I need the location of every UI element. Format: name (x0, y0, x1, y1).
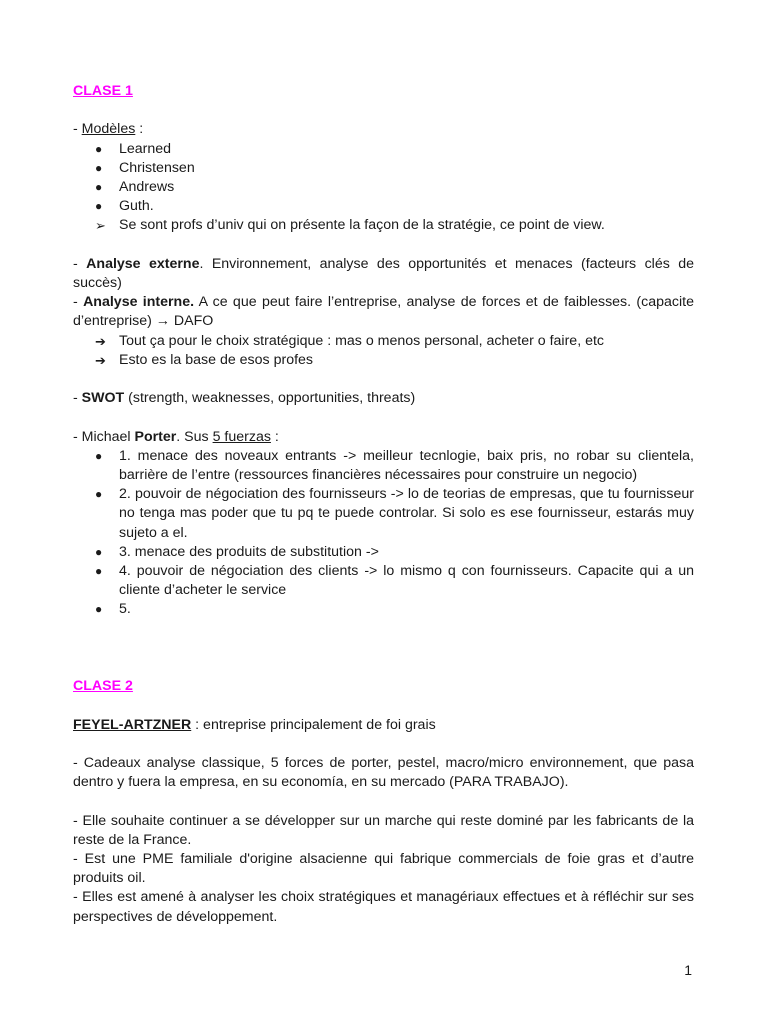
arrow-right-icon: ➔ (95, 352, 106, 368)
porter-line: - Michael Porter. Sus 5 fuerzas : (73, 428, 279, 445)
list-item: ● 2. pouvoir de négociation des fournisseurs -> lo de teorias de empresas, que tu fournisseur no tenga mas poder que tu pq te puede controlar. Si solo es ese fournisseur, estarás muy sujeto a el. (95, 486, 694, 541)
paragraph: - Elles est amené à analyser les choix stratégiques et managériaux effectues et à réfléchir sur ses perspectives de développement. (73, 889, 694, 925)
page-number: 1 (684, 962, 692, 978)
list-item: ● Christensen (73, 159, 694, 178)
list-item: ● 4. pouvoir de négociation des clients -> lo mismo q con fournisseurs. Capacite qui a un cliente d’acheter le service (95, 563, 694, 599)
company-name: FEYEL-ARTZNER (73, 716, 192, 733)
bullet-icon: ● (95, 487, 103, 502)
list-item: ● 1. menace des noveaux entrants -> meilleur tecnlogie, baix pris, no robar su clientela, barrière de l’entre (ressources financières nécessaires pour construire un negocio) (95, 447, 694, 483)
models-line: - Modèles : (73, 121, 144, 138)
heading-clase-1: CLASE 1 (73, 83, 133, 99)
swot-line: - SWOT (strength, weaknesses, opportunities, threats) (73, 390, 416, 407)
list-item: ● Guth. (73, 197, 694, 216)
fuerzas-list (73, 447, 694, 620)
cadeaux-paragraph: - Cadeaux analyse classique, 5 forces de porter, pestel, macro/micro environnement, que pasa dentro y fuera la empresa, en su economía, en su mercado (PARA TRABAJO). (73, 754, 694, 791)
feyel-line: FEYEL-ARTZNER : entreprise principalement de foi grais (73, 716, 436, 733)
models-list (73, 140, 694, 236)
bullet-icon: ● (95, 141, 103, 156)
document-body (73, 82, 694, 927)
list-item: ● Andrews (73, 178, 694, 197)
list-item: ● 5. (73, 600, 694, 619)
list-item: ● Learned (73, 140, 694, 159)
bullet-icon: ● (95, 564, 103, 579)
list-item: ➔ Esto es la base de esos profes (73, 351, 694, 370)
bullet-icon: ● (95, 160, 103, 175)
list-item: ● 3. menace des produits de substitution -> (73, 543, 694, 562)
bullet-icon: ● (95, 602, 103, 617)
bullet-icon: ● (95, 199, 103, 214)
analyse-interne-paragraph: - Analyse interne. A ce que peut faire l’entreprise, analyse de forces et de faiblesses. (capacite d’entreprise) → DAFO (73, 294, 694, 330)
paragraph: - Elle souhaite continuer a se développer sur un marche qui reste dominé par les fabricants de la reste de la France. (73, 812, 694, 848)
analyse-externe-paragraph: - Analyse externe. Environnement, analyse des opportunités et menaces (facteurs clés de succès) (73, 255, 695, 291)
models-label: Modèles (81, 121, 136, 138)
list-item: ➢ Se sont profs d’univ qui on présente la façon de la stratégie, ce point de view. (73, 216, 694, 235)
heading-clase-2: CLASE 2 (73, 678, 133, 695)
bullet-icon: ● (95, 544, 103, 559)
arrow-right-icon: ➔ (95, 333, 106, 349)
arrow-list (73, 332, 694, 370)
bullet-icon: ● (95, 180, 103, 194)
bullet-icon: ● (95, 448, 103, 463)
list-item: ➔ Tout ça pour le choix stratégique : mas o menos personal, acheter o faire, etc (73, 332, 694, 351)
paragraph: - Est une PME familiale d'origine alsacienne qui fabrique commercials de foie gras et d’autre produits oil. (73, 850, 694, 887)
arrowhead-icon: ➢ (95, 218, 106, 234)
